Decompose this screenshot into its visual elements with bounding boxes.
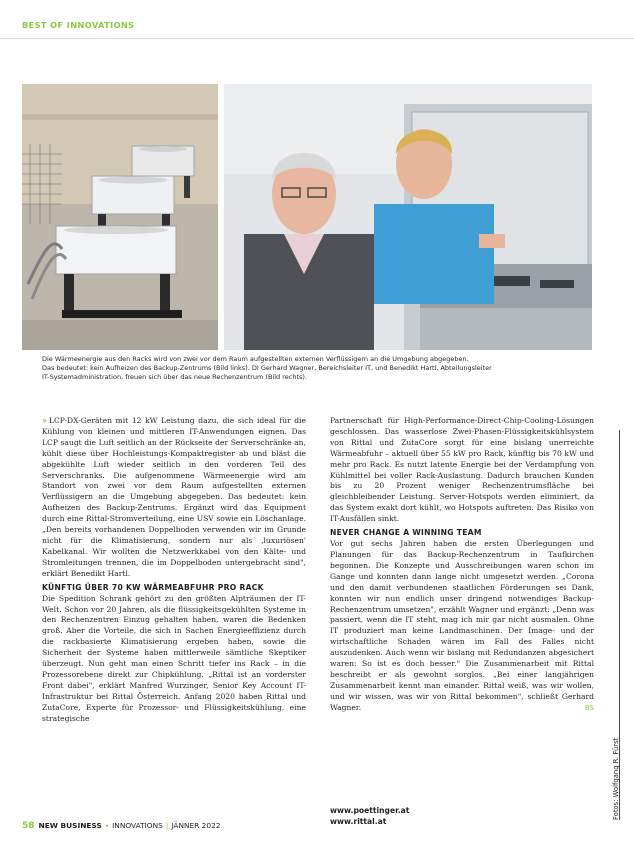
footer-bullet: •	[104, 821, 110, 830]
url-rittal[interactable]: www.rittal.at	[330, 817, 387, 826]
header-divider	[0, 38, 634, 39]
right-paragraph-2	[330, 539, 594, 714]
photo-condensers	[22, 84, 218, 350]
page-footer	[22, 821, 220, 831]
right-subheading: NEVER CHANGE A WINNING TEAM	[330, 528, 482, 538]
continuation-arrow-icon: »	[42, 416, 46, 425]
caption-line-3: IT-Systemadministration, freuen sich über das neue Rechenzentrum (Bild rechts).	[42, 373, 308, 381]
footer-section: INNOVATIONS	[112, 821, 163, 830]
left-paragraph-1-text: LCP-DX-Geräten mit 12 kW Leistung dazu, die sich ideal für die Kühlung von kleinen und mittleren IT-Anwendungen eignen. Das LCP saugt die Luft seitlich an der Rückseite der Serverschränke an, kühlt diese über Hochleistungs-Kompaktregister ab und bläst die abgekühlte Luft wieder seitlich in den vorderen Teil des Serverschranks. Die aufgenommene Wärmeenergie wird am Standort von zwei vor dem Raum aufgestellten externen Verflüssigern an die Umgebung abgegeben. Das bedeutet: kein Aufheizen des Backup-Zentrums. Ergänzt wird das Equipment durch eine Rittal-Stromverteilung, eine USV sowie ein Löschanlage. „Den bereits vorhandenen Doppelboden verwenden wir im Grunde nicht für die Klimatisierung, sondern nur als ‚luxuriösen' Kabelkanal. Wir wollten die Netzwerkkabel von den Kälte- und Stromleitungen trennen, die im Doppelboden untergebracht sind", erklärt Benedikt Hartl.	[42, 416, 306, 578]
photo-caption	[42, 355, 582, 382]
team-illustration	[224, 84, 592, 350]
caption-line-1: Die Wärmeenergie aus den Racks wird von zwei vor dem Raum aufgestellten externen Verflüssigern an die Umgebung abgegeben.	[42, 355, 469, 363]
photo-team	[224, 84, 592, 350]
right-paragraph-1: Partnerschaft für High-Performance-Direct-Chip-Cooling-Lösungen geschlossen. Das wasserlose Zwei-Phasen-Flüssigkeitskühlsystem von Rittal und ZutaCore sorgt für eine bislang unerreichte Wärmeabfuhr – aktuell über 55 kW pro Rack, künftig bis 70 kW und mehr pro Rack. Es nutzt latente Energie bei der Verdampfung von Kühlmittel bei voller Rack-Auslastung. Dadurch brauchen Kunden bis zu 20 Prozent weniger Rechenzentrumsfläche bei gleichbleibender Leistung. Server-Hotspots werden eliminiert, da das System exakt dort kühlt, wo Hotspots auftreten. Das Risiko von IT-Ausfällen sinkt.	[330, 416, 594, 524]
left-subheading: KÜNFTIG ÜBER 70 KW WÄRMEABFUHR PRO RACK	[42, 582, 264, 592]
footer-issue: JÄNNER 2022	[171, 821, 221, 830]
photo-credit: Fotos: Wolfgang R. Fürst	[612, 737, 620, 820]
footer-divider: |	[165, 821, 169, 830]
left-column	[42, 416, 306, 724]
right-column	[330, 416, 594, 714]
url-poettinger[interactable]: www.poettinger.at	[330, 806, 410, 815]
left-paragraph-2: Die Spedition Schrank gehört zu den größten Alpträumen der IT-Welt. Schon vor 20 Jahren, als die flüssigkeitsgekühlten Systeme in den Rechenzentren Einzug gehalten haben, waren die Bedenken groß. Aber die Vorteile, die sich in Sachen Energieeffizienz durch die rackbasierte Klimatisierung ergeben haben, sowie die Sicherheit der Systeme haben mittlerweile sämtliche Skeptiker überzeugt. Nun geht man einen Schritt tiefer ins Rack – in die Prozessorebene direkt zur Chipkühlung. „Rittal ist an vorderster Front dabei", erklärt Manfred Wurzinger, Senior Key Account IT-Infrastruktur bei Rittal Österreich. Anfang 2020 haben Rittal und ZutaCore, Experte für Prozessor- und Flüssigkeitskühlung, eine strategische	[42, 593, 306, 723]
section-label: BEST OF INNOVATIONS	[22, 20, 135, 30]
magazine-name: NEW BUSINESS	[38, 821, 102, 830]
right-paragraph-2-text: Vor gut sechs Jahren haben die ersten Überlegungen und Planungen für das Backup-Rechenzentrum in Taufkirchen begonnen. Die Konzepte und Ausschreibungen waren schon im Gange und konnten dann lange nicht umgesetzt werden. „Corona und den damit verbundenen staatlichen Förderungen sei Dank, konnten wir nun endlich unser dringend notwendiges Backup-Rechenzentrum umsetzen", erzählt Wagner und ergänzt: „Denn was passiert, wenn die IT steht, mag ich mir gar nicht ausmalen. Ohne IT produziert man keine Landmaschinen. Der Image- und der wirtschaftliche Schaden wären im Fall des Falles nicht auszudenken. Auch wenn wir bislang mit Redundanzen abgesichert waren: So ist es doch besser." Die Zusammenarbeit mit Rittal beschreibt er als gewohnt sorglos. „Bei einer langjährigen Zusammenarbeit kennt man einander. Rittal weiß, was wir wollen, und wir wissen, was wir von Rittal bekommen", schließt Gerhard Wagner.	[330, 539, 594, 712]
left-paragraph-1	[42, 416, 306, 580]
caption-line-2: Das bedeutet: kein Aufheizen des Backup-Zentrums (Bild links). DI Gerhard Wagner, Bereichsleiter IT, und Benedikt Hartl, Abteilungsleiter	[42, 364, 492, 372]
condensers-illustration	[22, 84, 218, 350]
author-signature: BS	[584, 703, 594, 712]
page-number: 58	[22, 821, 35, 831]
url-list	[330, 805, 409, 827]
